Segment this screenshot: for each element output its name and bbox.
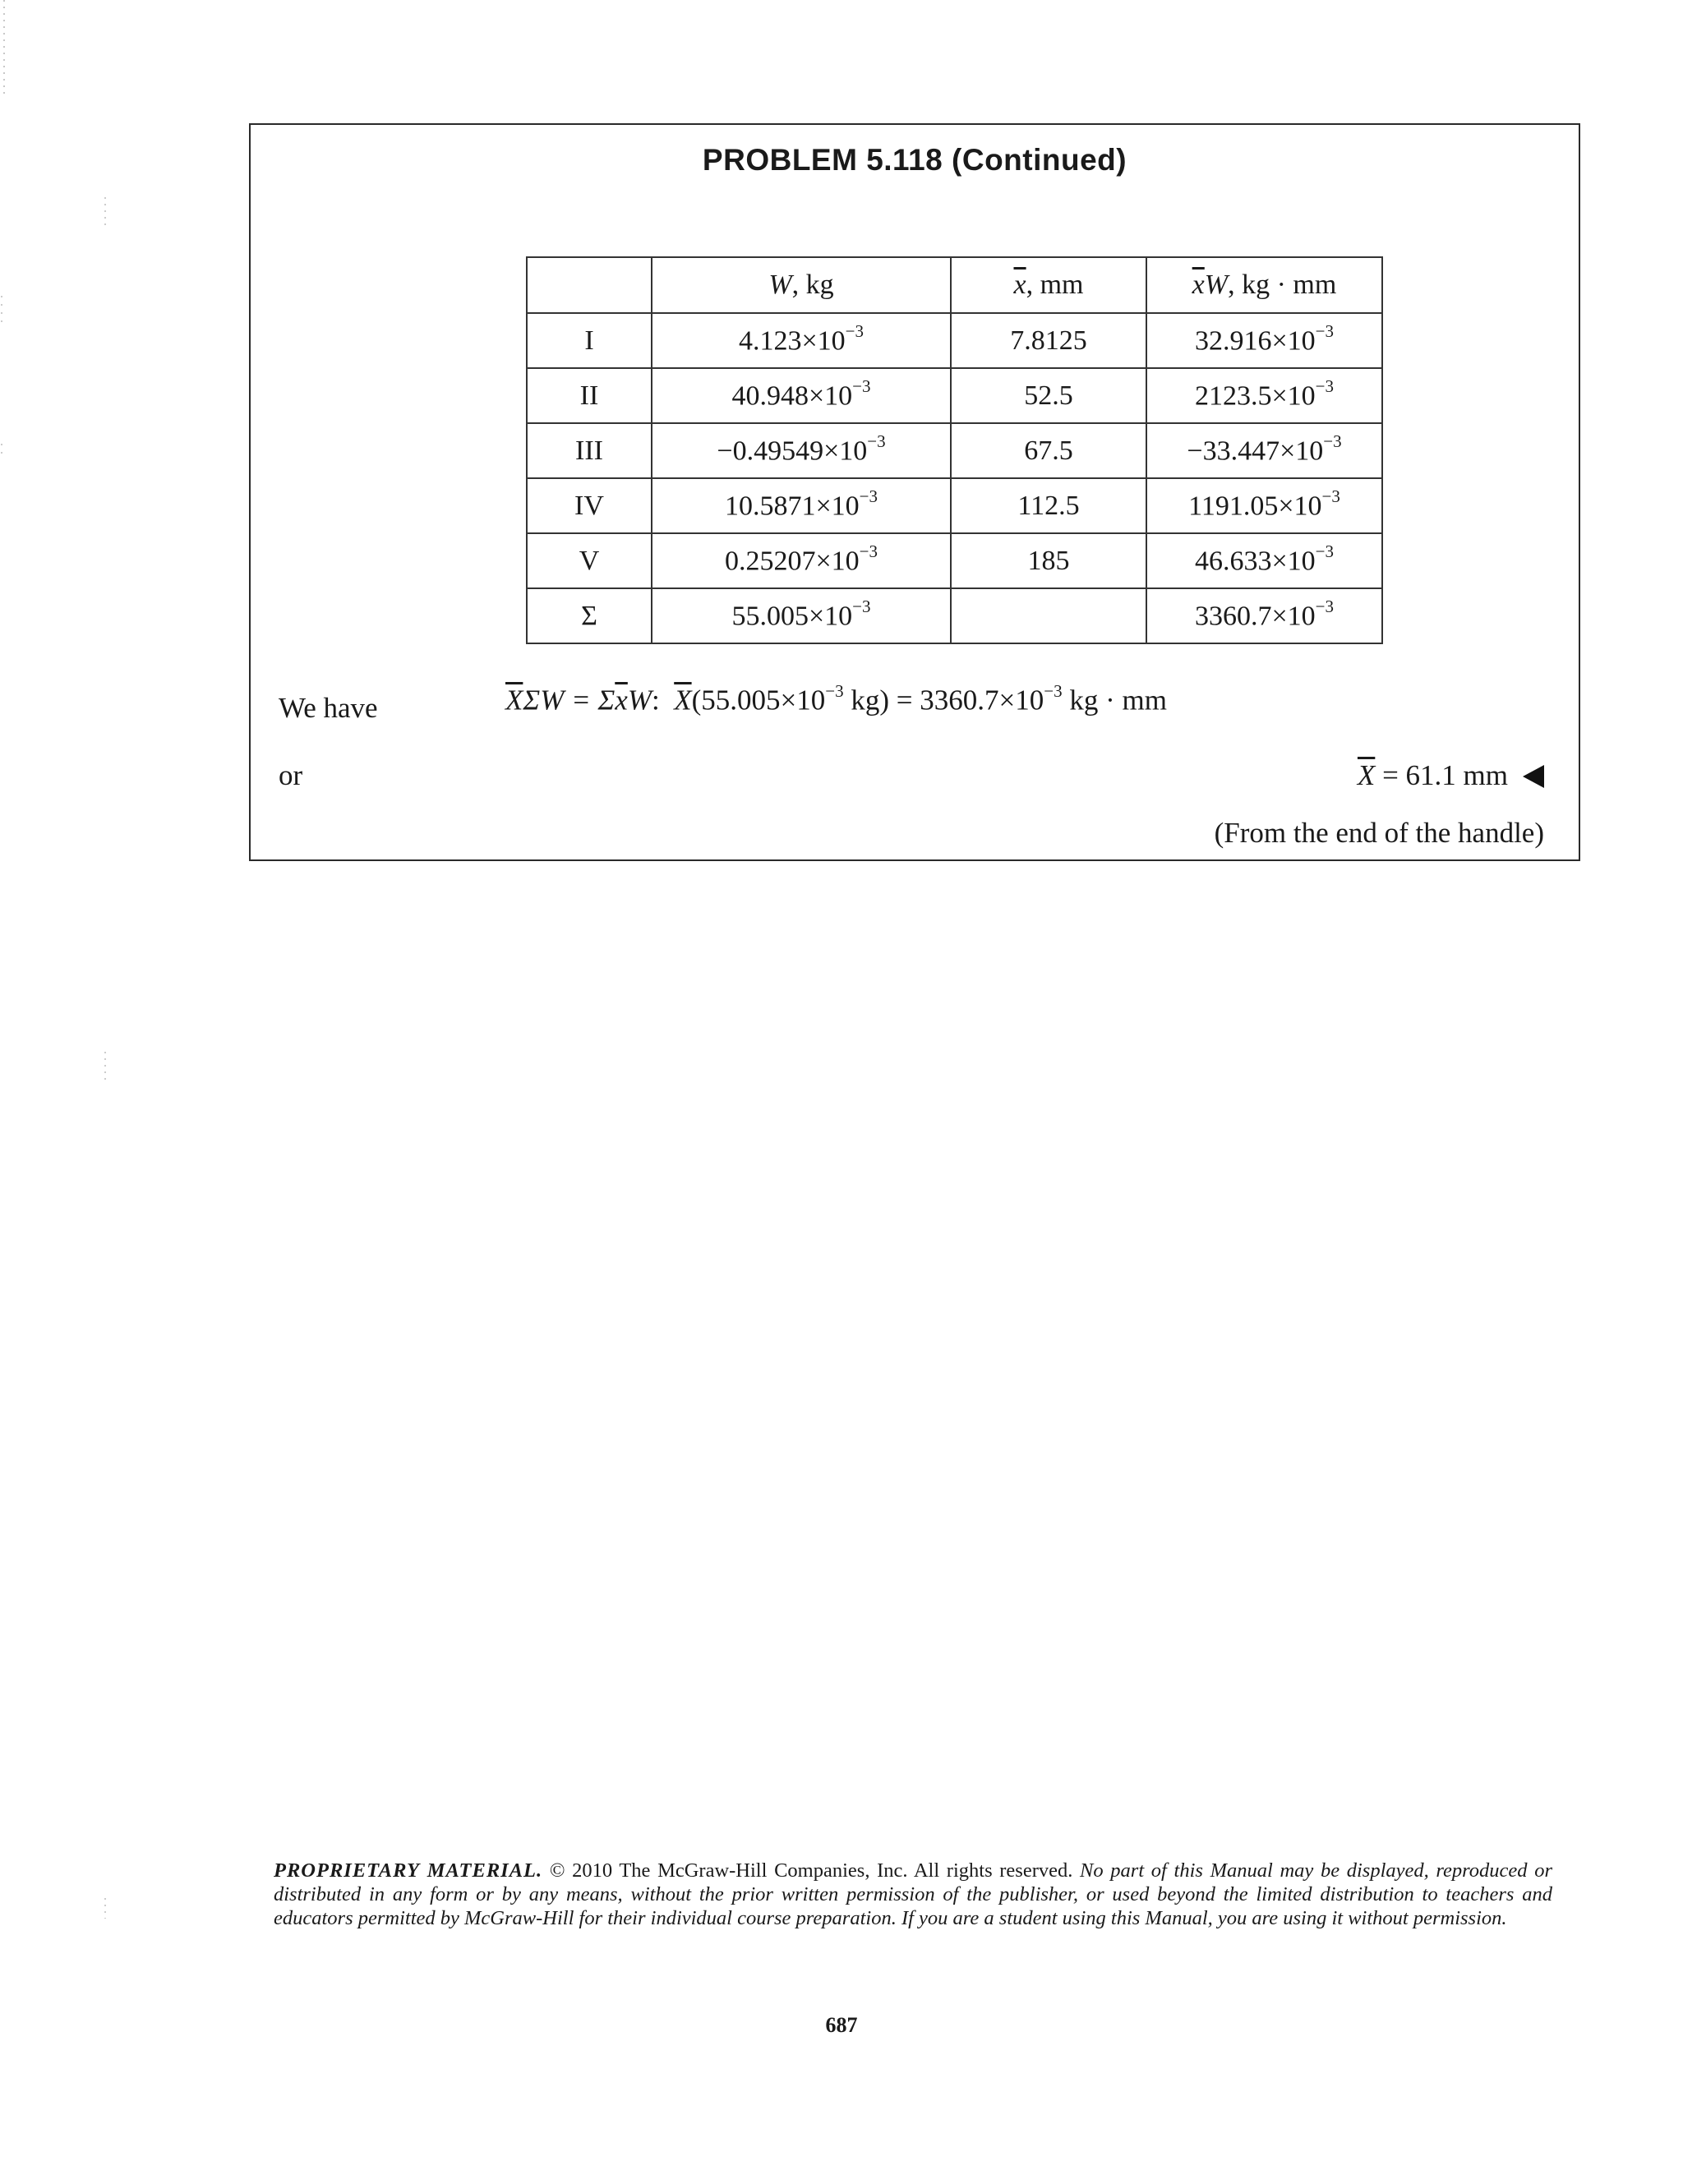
final-answer: X = 61.1 mm bbox=[1358, 759, 1544, 792]
table-row bbox=[527, 423, 1382, 478]
copyright-footer bbox=[274, 1859, 1552, 1930]
part-cell: V bbox=[527, 533, 652, 588]
part-cell: Σ bbox=[527, 588, 652, 643]
answer-marker-icon bbox=[1523, 765, 1544, 788]
table-row-sum bbox=[527, 588, 1382, 643]
footer-copyright: © 2010 The McGraw-Hill Companies, Inc. All rights reserved. bbox=[542, 1859, 1081, 1882]
page-number: 687 bbox=[825, 2013, 858, 2037]
part-cell: IV bbox=[527, 478, 652, 533]
answer-note: (From the end of the handle) bbox=[1214, 817, 1544, 849]
xbar-cell: 67.5 bbox=[951, 423, 1146, 478]
xbar-cell: 7.8125 bbox=[951, 313, 1146, 368]
header-product: xW, kg · mm bbox=[1146, 257, 1382, 313]
part-cell: I bbox=[527, 313, 652, 368]
product-cell: $32.916\times 10^{-3}$ bbox=[1146, 313, 1382, 368]
weight-cell: $4.123\times 10^{-3}$ bbox=[652, 313, 951, 368]
table-row bbox=[527, 533, 1382, 588]
part-cell: III bbox=[527, 423, 652, 478]
weight-cell: $0.25207\times 10^{-3}$ bbox=[652, 533, 951, 588]
footer-lead: PROPRIETARY MATERIAL. bbox=[274, 1859, 543, 1882]
problem-title: PROBLEM 5.118 (Continued) bbox=[702, 143, 1127, 177]
weight-cell: $-0.49549\times 10^{-3}$ bbox=[652, 423, 951, 478]
product-cell: $46.633\times 10^{-3}$ bbox=[1146, 533, 1382, 588]
or-label: or bbox=[279, 759, 303, 791]
table-row bbox=[527, 313, 1382, 368]
we-have-label: We have bbox=[279, 692, 378, 724]
product-cell: $-33.447\times 10^{-3}$ bbox=[1146, 423, 1382, 478]
footer-notice: No part of this Manual may be displayed, reproduced or distributed in any form or by any means, without the prior written permission of the publisher, or used beyond the limited distribution to teachers and educators permitted by McGraw-Hill for their individual course preparation. If you are a student using this Manual, you are using it without permission. bbox=[274, 1859, 1552, 1929]
weight-cell: $55.005\times 10^{-3}$ bbox=[652, 588, 951, 643]
centroid-equation: XΣW = ΣxW: $X(55.005\times 10^{-3}$ $kg) = 3360.7\times 10^{-3}$ kg · mm bbox=[505, 681, 1167, 716]
product-cell: $1191.05\times 10^{-3}$ bbox=[1146, 478, 1382, 533]
xbar-cell: 52.5 bbox=[951, 368, 1146, 423]
xbar-cell: 185 bbox=[951, 533, 1146, 588]
weight-cell: $10.5871\times 10^{-3}$ bbox=[652, 478, 951, 533]
scan-edge-marks bbox=[0, 0, 131, 2184]
table-header-row bbox=[527, 257, 1382, 313]
table-row bbox=[527, 478, 1382, 533]
centroid-table bbox=[526, 256, 1383, 644]
header-part bbox=[527, 257, 652, 313]
header-xbar: x, mm bbox=[951, 257, 1146, 313]
xbar-cell: 112.5 bbox=[951, 478, 1146, 533]
header-weight: W, kg bbox=[652, 257, 951, 313]
product-cell: $3360.7\times 10^{-3}$ bbox=[1146, 588, 1382, 643]
problem-box bbox=[249, 123, 1580, 861]
xbar-cell bbox=[951, 588, 1146, 643]
product-cell: $2123.5\times 10^{-3}$ bbox=[1146, 368, 1382, 423]
table-row bbox=[527, 368, 1382, 423]
weight-cell: $40.948\times 10^{-3}$ bbox=[652, 368, 951, 423]
part-cell: II bbox=[527, 368, 652, 423]
